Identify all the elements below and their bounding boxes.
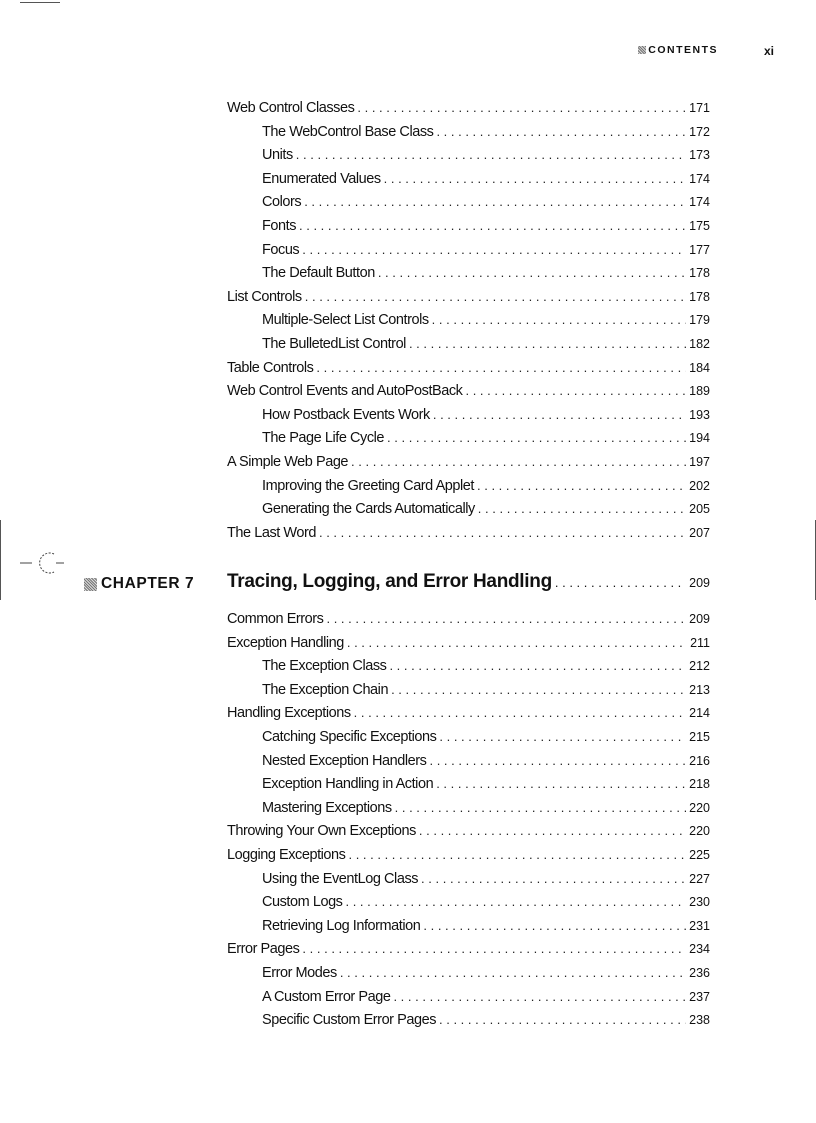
dot-leader	[421, 869, 686, 889]
toc-entry-title: Throwing Your Own Exceptions	[227, 823, 416, 840]
registration-mark-icon	[20, 548, 64, 578]
toc-entry[interactable]	[227, 821, 710, 841]
dot-leader	[316, 358, 686, 378]
running-head	[0, 44, 816, 60]
toc-entry[interactable]	[262, 680, 710, 700]
toc-entry-title: Using the EventLog Class	[262, 870, 419, 887]
toc-entry-page: 211	[690, 635, 710, 650]
toc-entry-page: 197	[689, 455, 710, 469]
toc-entry-page: 225	[689, 848, 710, 862]
dot-leader	[351, 452, 686, 472]
chapter-label	[84, 574, 194, 594]
dot-leader	[477, 476, 686, 496]
dot-leader	[419, 821, 686, 841]
toc-entry[interactable]	[227, 703, 710, 723]
toc-entry[interactable]	[227, 98, 710, 118]
toc-entry[interactable]	[262, 334, 710, 354]
dot-leader	[302, 939, 686, 959]
toc-entry-page: 189	[689, 384, 710, 399]
toc-entry[interactable]	[262, 169, 710, 189]
toc-entry-page: 182	[689, 337, 710, 351]
square-bullet-icon	[84, 578, 97, 591]
dot-leader	[433, 405, 686, 425]
toc-entry-page: 234	[689, 942, 710, 957]
toc-entry[interactable]	[262, 499, 710, 519]
toc-entry-page: 193	[689, 407, 710, 422]
toc-entry-page: 171	[689, 101, 710, 115]
toc-entry-title: Units	[262, 147, 293, 164]
toc-entry-title: Common Errors	[227, 611, 324, 627]
toc-entry-page: 178	[689, 266, 710, 281]
dot-leader	[347, 633, 687, 653]
toc-entry-title: The WebControl Base Class	[262, 123, 434, 140]
toc-entry[interactable]	[227, 939, 710, 959]
toc-entry-title: List Controls	[227, 288, 302, 305]
toc-entry-title: Handling Exceptions	[227, 705, 351, 722]
toc-entry-title: The Last Word	[227, 524, 316, 541]
toc-entry-title: A Custom Error Page	[262, 988, 391, 1005]
toc-entry-title: A Simple Web Page	[227, 454, 349, 470]
toc-entry-title: Exception Handling	[227, 634, 344, 651]
toc-entry[interactable]	[262, 1010, 710, 1030]
toc-entry-title: Error Pages	[227, 941, 300, 958]
chapter-page: 209	[689, 576, 710, 590]
dot-leader	[439, 727, 686, 747]
toc-entry-page: 220	[689, 800, 710, 815]
toc-entry-page: 202	[689, 478, 710, 493]
dot-leader	[395, 798, 687, 818]
toc-entry[interactable]	[262, 987, 710, 1007]
toc-entry[interactable]	[227, 523, 710, 543]
dot-leader	[340, 963, 686, 983]
toc-entry[interactable]	[262, 476, 710, 496]
toc-entry-title: Error Modes	[262, 965, 337, 981]
dot-leader	[345, 892, 686, 912]
toc-entry[interactable]	[262, 122, 710, 142]
toc-entry[interactable]	[262, 774, 710, 794]
toc-entry-page: 227	[689, 871, 710, 886]
dot-leader	[305, 287, 686, 307]
toc-entry[interactable]	[262, 869, 710, 889]
chapter-number: CHAPTER 7	[101, 575, 195, 592]
page-number: xi	[763, 44, 774, 58]
toc-entry[interactable]	[262, 916, 710, 936]
toc-entry-title: The Default Button	[262, 265, 375, 282]
toc-entry-title: Fonts	[262, 218, 297, 234]
toc-entry[interactable]	[227, 452, 710, 472]
toc-entry-page: 174	[689, 171, 710, 186]
dot-leader	[389, 656, 686, 676]
toc-entry[interactable]	[262, 240, 710, 260]
toc-entry-page: 236	[689, 966, 710, 980]
toc-entry-page: 214	[689, 706, 710, 721]
dot-leader	[302, 240, 686, 260]
toc-entry-title: Focus	[262, 241, 300, 258]
toc-entry-page: 205	[689, 502, 710, 517]
toc-entry-title: Colors	[262, 194, 302, 211]
toc-entry-page: 172	[689, 124, 710, 139]
toc-entry-page: 212	[689, 659, 710, 674]
running-head-label: CONTENTS	[648, 44, 718, 56]
dot-leader	[423, 916, 686, 936]
toc-entry-page: 237	[689, 989, 710, 1004]
dot-leader	[436, 122, 686, 142]
toc-entry[interactable]	[227, 609, 710, 629]
toc-entry-page: 173	[689, 148, 710, 163]
toc-entry[interactable]	[262, 798, 710, 818]
toc-entry[interactable]	[227, 381, 710, 401]
toc-entry-page: 218	[689, 777, 710, 792]
toc-entry-title: Table Controls	[227, 359, 314, 376]
toc-entry-page: 216	[689, 753, 710, 768]
dot-leader	[439, 1010, 686, 1030]
dot-leader	[319, 523, 686, 543]
toc-entry-page: 230	[689, 895, 710, 910]
toc-entry-title: The BulletedList Control	[262, 336, 406, 352]
dot-leader	[436, 774, 686, 794]
toc-entry-title: Logging Exceptions	[227, 847, 346, 863]
dot-leader	[354, 703, 686, 723]
dot-leader	[555, 575, 686, 590]
crop-mark-left	[0, 520, 1, 600]
dot-leader	[296, 145, 686, 165]
toc-entry-title: Multiple-Select List Controls	[262, 312, 429, 329]
toc-entry-title: Specific Custom Error Pages	[262, 1012, 436, 1029]
toc-entry[interactable]	[262, 145, 710, 165]
toc-entry[interactable]	[262, 751, 710, 771]
toc-entry-title: Exception Handling in Action	[262, 776, 434, 793]
toc-entry-page: 213	[689, 682, 710, 697]
toc-entry-page: 175	[689, 219, 710, 233]
dot-leader	[432, 310, 686, 330]
toc-entry-title: Mastering Exceptions	[262, 799, 392, 816]
dot-leader	[304, 192, 686, 212]
chapter-heading[interactable]	[227, 571, 710, 597]
dot-leader	[378, 263, 686, 283]
toc-entry-page: 184	[689, 360, 710, 375]
dot-leader	[357, 98, 686, 118]
dot-leader	[391, 680, 686, 700]
toc-entry-page: 238	[689, 1013, 710, 1028]
toc-entry-title: Improving the Greeting Card Applet	[262, 477, 474, 494]
dot-leader	[326, 609, 686, 629]
toc-entry[interactable]	[227, 358, 710, 378]
toc-entry-title: Catching Specific Exceptions	[262, 729, 437, 745]
toc-entry[interactable]	[262, 263, 710, 283]
toc-entry-title: Custom Logs	[262, 894, 343, 911]
toc-entry-title: The Exception Class	[262, 658, 387, 675]
toc-entry[interactable]	[262, 656, 710, 676]
toc-entry-title: Generating the Cards Automatically	[262, 501, 475, 518]
square-bullet-icon	[638, 46, 646, 54]
toc-entry-title: Nested Exception Handlers	[262, 752, 427, 769]
toc-entry-page: 220	[689, 824, 710, 839]
toc-entry[interactable]	[262, 310, 710, 330]
dot-leader	[384, 169, 687, 189]
toc-entry[interactable]	[262, 192, 710, 212]
toc-entry-title: Web Control Classes	[227, 100, 355, 116]
toc-entry-page: 179	[689, 313, 710, 328]
toc-entry-title: Retrieving Log Information	[262, 917, 421, 934]
toc-entry[interactable]	[262, 405, 710, 425]
toc-entry[interactable]	[262, 727, 710, 747]
toc-entry[interactable]	[262, 963, 710, 983]
toc-entry[interactable]	[262, 428, 710, 448]
toc-entry-page: 231	[689, 918, 710, 933]
toc-entry-title: How Postback Events Work	[262, 406, 430, 423]
toc-entry-page: 178	[689, 289, 710, 304]
toc-entry[interactable]	[227, 633, 710, 653]
toc-entry-page: 209	[689, 612, 710, 626]
toc-entry-title: Web Control Events and AutoPostBack	[227, 383, 463, 400]
running-head-section	[638, 44, 718, 56]
dot-leader	[387, 428, 686, 448]
toc-entry[interactable]	[262, 892, 710, 912]
dot-leader	[429, 751, 686, 771]
dot-leader	[299, 216, 686, 236]
dot-leader	[409, 334, 686, 354]
toc-entry-page: 174	[689, 195, 710, 210]
dot-leader	[478, 499, 686, 519]
toc-entry-title: The Page Life Cycle	[262, 430, 385, 447]
dot-leader	[393, 987, 686, 1007]
toc-entry-page: 207	[689, 525, 710, 540]
crop-mark-top	[20, 2, 60, 3]
dot-leader	[348, 845, 686, 865]
toc-entry-title: The Exception Chain	[262, 681, 389, 698]
chapter-title: Tracing, Logging, and Error Handling	[227, 571, 552, 592]
toc-entry-title: Enumerated Values	[262, 170, 381, 187]
toc-entry-page: 177	[689, 242, 710, 257]
toc-entry[interactable]	[227, 845, 710, 865]
toc-entry-page: 215	[689, 730, 710, 744]
toc-entry-page: 194	[689, 431, 710, 446]
toc-entry[interactable]	[227, 287, 710, 307]
toc-entry[interactable]	[262, 216, 710, 236]
dot-leader	[465, 381, 686, 401]
